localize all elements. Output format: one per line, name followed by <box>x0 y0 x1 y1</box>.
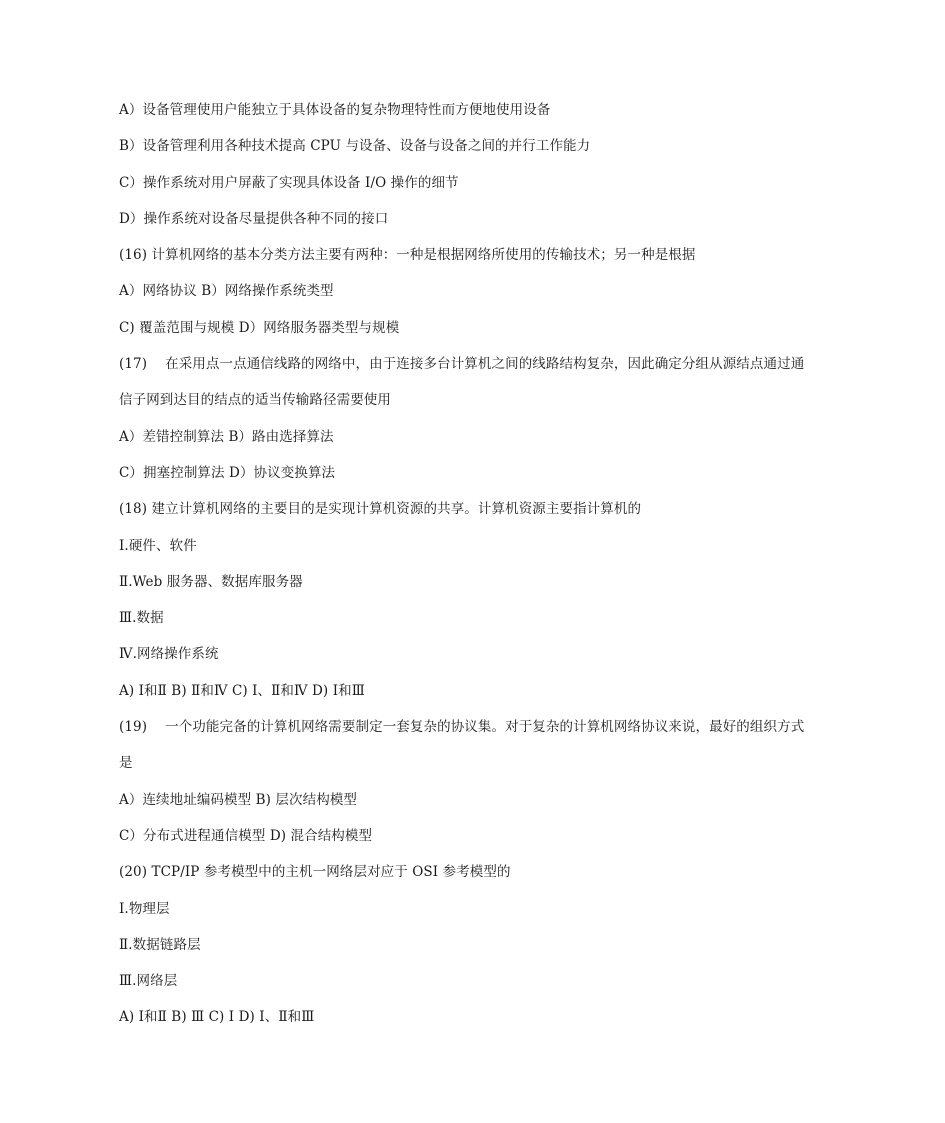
option-d-line: D）操作系统对设备尽量提供各种不同的接口 <box>119 210 389 227</box>
question-18-item-4: Ⅳ.网络操作系统 <box>119 646 219 663</box>
option-c-line: C）操作系统对用户屏蔽了实现具体设备 I/O 操作的细节 <box>119 174 459 191</box>
question-20-item-1: Ⅰ.物理层 <box>119 900 170 917</box>
question-20: (20) TCP/IP 参考模型中的主机一网络层对应于 OSI 参考模型的 <box>119 864 511 881</box>
question-19-options-ab: A）连续地址编码模型 B) 层次结构模型 <box>119 791 358 808</box>
question-20-item-2: Ⅱ.数据链路层 <box>119 936 201 953</box>
question-20-options: A) Ⅰ和Ⅱ B) Ⅲ C) Ⅰ D) Ⅰ、Ⅱ和Ⅲ <box>119 1009 315 1026</box>
question-18: (18) 建立计算机网络的主要目的是实现计算机资源的共享。计算机资源主要指计算机的 <box>119 501 642 518</box>
question-18-item-2: Ⅱ.Web 服务器、数据库服务器 <box>119 573 303 590</box>
question-16: (16) 计算机网络的基本分类方法主要有两种：一种是根据网络所使用的传输技术；另一种是根据 <box>119 247 696 264</box>
question-18-item-3: Ⅲ.数据 <box>119 610 164 627</box>
question-17: (17) 在采用点一点通信线路的网络中，由于连接多台计算机之间的线路结构复杂，因此确定分组从源结点通过通 <box>119 356 805 373</box>
question-16-options-ab: A）网络协议 B）网络操作系统类型 <box>119 283 334 300</box>
question-17-continued: 信子网到达目的结点的适当传输路径需要使用 <box>119 392 391 409</box>
question-18-item-1: Ⅰ.硬件、软件 <box>119 537 197 554</box>
option-b-line: B）设备管理利用各种技术提高 CPU 与设备、设备与设备之间的并行工作能力 <box>119 138 591 155</box>
question-19-continued: 是 <box>119 755 133 772</box>
question-19-options-cd: C）分布式进程通信模型 D) 混合结构模型 <box>119 827 373 844</box>
question-18-options: A) Ⅰ和Ⅱ B) Ⅱ和Ⅳ C) Ⅰ、Ⅱ和Ⅳ D) Ⅰ和Ⅲ <box>119 682 365 699</box>
question-16-options-cd: C) 覆盖范围与规模 D）网络服务器类型与规模 <box>119 319 400 336</box>
option-a-line: A）设备管理使用户能独立于具体设备的复杂物理特性而方便地使用设备 <box>119 102 551 118</box>
question-17-options-cd: C）拥塞控制算法 D）协议变换算法 <box>119 464 336 481</box>
question-20-item-3: Ⅲ.网络层 <box>119 973 178 990</box>
question-17-options-ab: A）差错控制算法 B）路由选择算法 <box>119 428 334 445</box>
question-19: (19) 一个功能完备的计算机网络需要制定一套复杂的协议集。对于复杂的计算机网络协议来说，最好的组织方式 <box>119 719 805 736</box>
document-body <box>119 92 839 1036</box>
